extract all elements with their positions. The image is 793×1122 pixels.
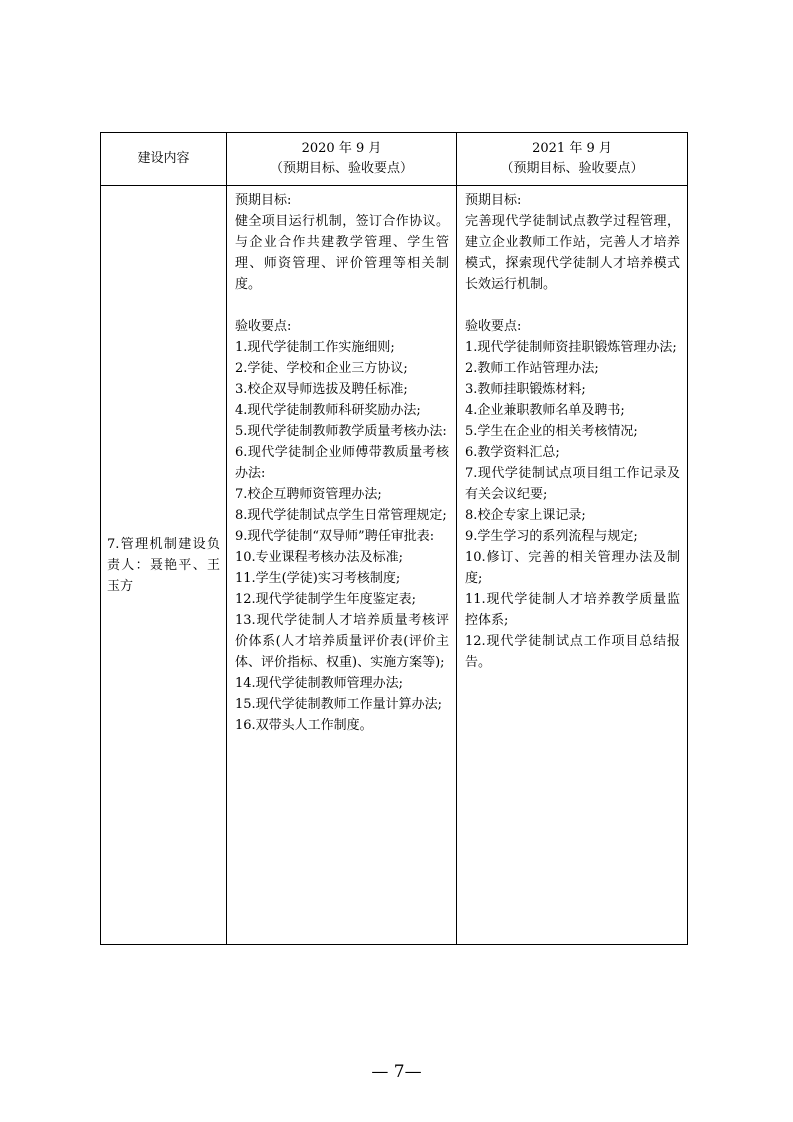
list-item: 9.现代学徒制“双导师”聘任审批表: xyxy=(235,529,435,544)
header-2021-date: 2021 年 9 月 xyxy=(532,141,612,156)
list-item: 8.现代学徒制试点学生日常管理规定; xyxy=(235,508,447,523)
construction-plan-table xyxy=(100,132,688,945)
list-item: 16.双带头人工作制度。 xyxy=(235,718,373,733)
list-item: 9.学生学习的系列流程与规定; xyxy=(465,529,638,544)
list-item: 3.校企双导师选拔及聘任标准; xyxy=(235,382,408,397)
content-label-cell xyxy=(101,186,227,945)
list-item: 3.教师挂职锻炼材料; xyxy=(465,382,586,397)
check-heading-2021: 验收要点: xyxy=(465,319,522,334)
header-content-label: 建设内容 xyxy=(137,151,190,166)
list-item: 14.现代学徒制教师管理办法; xyxy=(235,676,404,691)
list-item: 6.现代学徒制企业师傅带教质量考核办法: xyxy=(235,445,449,481)
goal-heading-2021: 预期目标: xyxy=(465,193,522,208)
list-item: 6.教学资料汇总; xyxy=(465,445,560,460)
list-item: 4.现代学徒制教师科研奖励办法; xyxy=(235,403,421,418)
check-heading-2020: 验收要点: xyxy=(235,319,292,334)
header-2020-date: 2020 年 9 月 xyxy=(301,141,382,156)
list-item: 10.专业课程考核办法及标准; xyxy=(235,550,404,565)
list-item: 2.教师工作站管理办法; xyxy=(465,361,599,376)
goal-heading-2020: 预期目标: xyxy=(235,193,292,208)
list-item: 1.现代学徒制师资挂职锻炼管理办法; xyxy=(465,340,677,355)
cell-2021 xyxy=(457,186,688,945)
header-2020-subtitle: （预期目标、验收要点） xyxy=(269,161,413,176)
header-2020-column xyxy=(227,133,457,186)
list-item: 7.校企互聘师资管理办法; xyxy=(235,487,382,502)
content-label: 7.管理机制建设负责人：聂艳平、王玉方 xyxy=(107,536,220,594)
list-item: 11.学生(学徒)实习考核制度; xyxy=(235,571,401,586)
table-header-row xyxy=(101,133,688,186)
list-item: 8.校企专家上课记录; xyxy=(465,508,586,523)
list-item: 13.现代学徒制人才培养质量考核评价体系(人才培养质量评价表(评价主体、评价指标、权重)、实施方案等); xyxy=(235,613,449,670)
header-2021-column xyxy=(457,133,688,186)
check-list-2021 xyxy=(465,337,680,673)
goal-text-2020: 健全项目运行机制，签订合作协议。与企业合作共建教学管理、学生管理、师资管理、评价管理等相关制度。 xyxy=(235,214,449,292)
list-item: 2.学徒、学校和企业三方协议; xyxy=(235,361,408,376)
list-item: 5.学生在企业的相关考核情况; xyxy=(465,424,638,439)
header-content-column xyxy=(101,133,227,186)
list-item: 11.现代学徒制人才培养教学质量监控体系; xyxy=(465,592,680,628)
check-list-2020 xyxy=(235,337,449,736)
list-item: 4.企业兼职教师名单及聘书; xyxy=(465,403,625,418)
list-item: 10.修订、完善的相关管理办法及制度; xyxy=(465,550,680,586)
table-body-row xyxy=(101,186,688,945)
cell-2020 xyxy=(227,186,457,945)
list-item: 1.现代学徒制工作实施细则; xyxy=(235,340,395,355)
page-number: — 7— xyxy=(371,1062,422,1082)
list-item: 15.现代学徒制教师工作量计算办法; xyxy=(235,697,443,712)
list-item: 12.现代学徒制试点工作项目总结报告。 xyxy=(465,634,680,670)
list-item: 5.现代学徒制教师教学质量考核办法: xyxy=(235,424,447,439)
header-2021-subtitle: （预期目标、验收要点） xyxy=(500,161,644,176)
goal-text-2021: 完善现代学徒制试点教学过程管理，建立企业教师工作站，完善人才培养模式，探索现代学徒制人才培养模式长效运行机制。 xyxy=(465,214,680,292)
list-item: 12.现代学徒制学生年度鉴定表; xyxy=(235,592,417,607)
list-item: 7.现代学徒制试点项目组工作记录及有关会议纪要; xyxy=(465,466,680,502)
